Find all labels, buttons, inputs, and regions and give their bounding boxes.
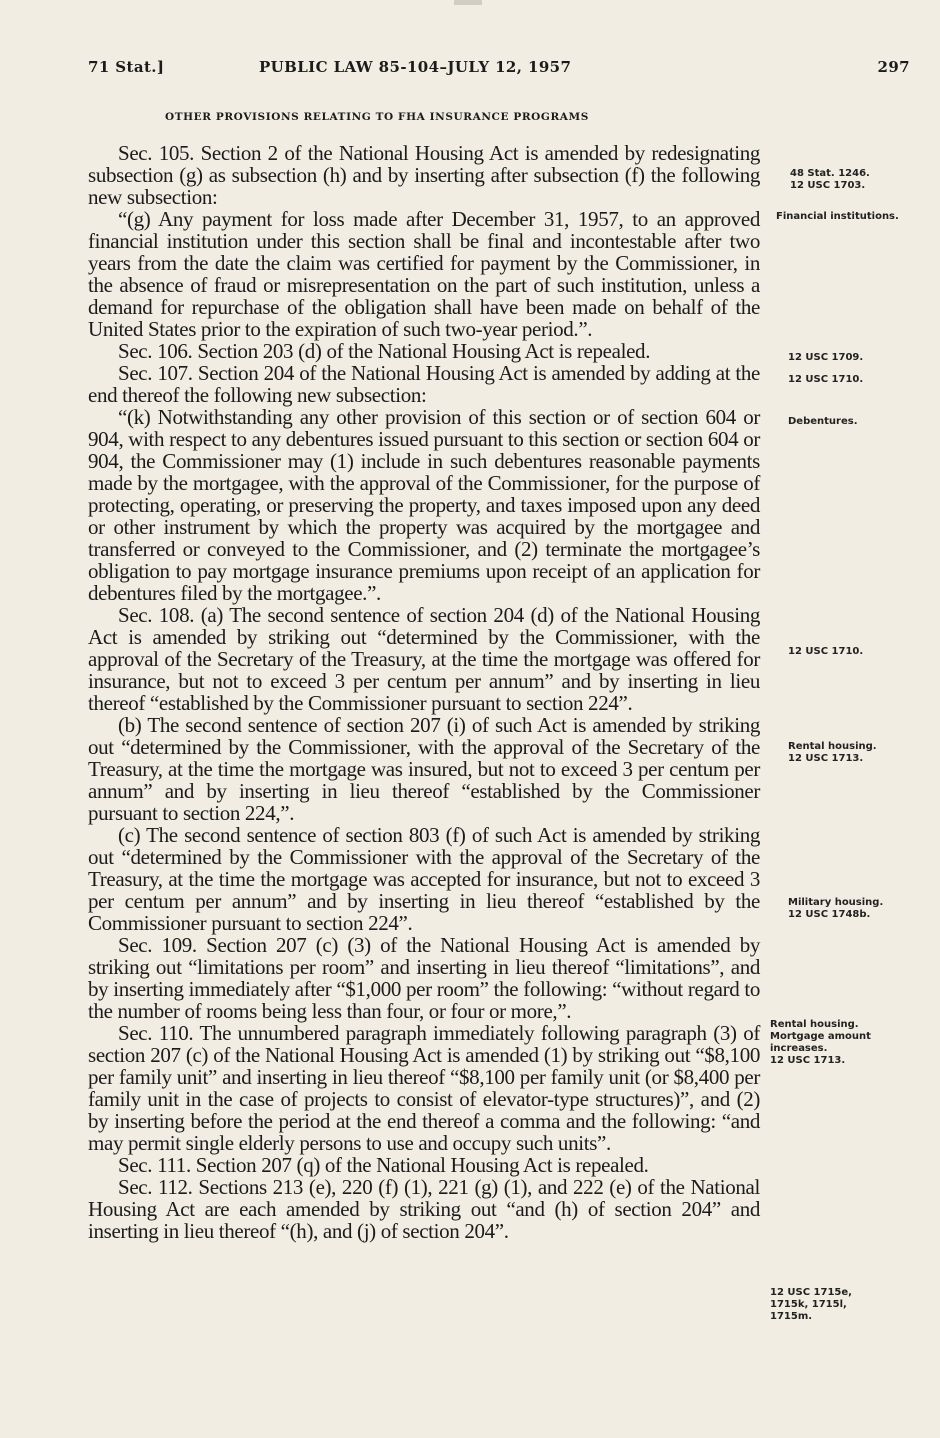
paragraph-subsection-k: “(k) Notwithstanding any other provision of this section or of section 604 or 904, with respect to any debentures issued pursuant to this section or section 604 or 904, the Commissioner may (1) include in such debentures reasonable payments made by the mortgagee, with the approval of the Commissioner, for the purpose of protecting, operating, or preserving the property, and taxes imposed upon any deed or other instrument by which the property was acquired by the mortgagee and transferred or conveyed to the Commissioner, and (2) terminate the mortgagee’s obligation to pay mortgage insurance premiums upon receipt of an application for debentures filed by the mortgagee.”.: [88, 405, 760, 605]
paragraph-sec-107: Sec. 107. Section 204 of the National Housing Act is amended by adding at the end thereof the following new subsection:: [88, 361, 760, 407]
paragraph-sec-112: Sec. 112. Sections 213 (e), 220 (f) (1), 221 (g) (1), and 222 (e) of the National Housing Act are each amended by striking out “and (h) of section 204” and inserting in lieu thereof “(h), and (j) of section 204”.: [88, 1175, 760, 1243]
margin-note-financial-institutions: Financial institutions.: [776, 211, 899, 222]
running-title: PUBLIC LAW 85-104–JULY 12, 1957: [259, 58, 572, 76]
statute-body: [88, 142, 760, 1242]
paragraph-sec-111: Sec. 111. Section 207 (q) of the National Housing Act is repealed.: [118, 1153, 649, 1177]
paragraph-sec-109: Sec. 109. Section 207 (c) (3) of the National Housing Act is amended by striking out “limitations per room” and inserting in lieu thereof “limitations”, and by inserting immediately after “$1,000 per room” the following: “without regard to the number of rooms being less than four, or four or more,”.: [88, 933, 760, 1023]
margin-note-debentures: Debentures.: [788, 416, 858, 427]
margin-note-rental-housing: Rental housing. 12 USC 1713.: [788, 741, 877, 764]
page-number: 297: [877, 58, 910, 76]
margin-note-mortgage-amount: Rental housing. Mortgage amount increases. 12 USC 1713.: [770, 1019, 871, 1066]
section-heading: OTHER PROVISIONS RELATING TO FHA INSURANCE PROGRAMS: [165, 111, 589, 123]
paragraph-sec-110: Sec. 110. The unnumbered paragraph immediately following paragraph (3) of section 207 (c) of the National Housing Act is amended (1) by striking out “$8,100 per family unit” and inserting in lieu thereof “$8,100 per family unit (or $8,400 per family unit in the case of projects to consist of elevator-type structures)”, and (2) by inserting before the period at the end thereof a comma and the following: “and may permit single elderly persons to use and occupy such units”.: [88, 1021, 760, 1155]
margin-note-12-usc-1715: 12 USC 1715e, 1715k, 1715l, 1715m.: [770, 1287, 852, 1322]
paragraph-sec-108b: (b) The second sentence of section 207 (i) of such Act is amended by striking out “determined by the Commissioner, with the approval of the Secretary of the Treasury, at the time the mortgage was insured, but not to exceed 3 per centum per annum” and by inserting in lieu thereof “established by the Commissioner pursuant to section 224,”.: [88, 713, 760, 825]
margin-note-12-usc-1710-b: 12 USC 1710.: [788, 646, 864, 657]
scan-artifact: [454, 0, 482, 5]
margin-note-12-usc-1709: 12 USC 1709.: [788, 352, 864, 363]
margin-note-48-stat: 48 Stat. 1246. 12 USC 1703.: [790, 168, 870, 191]
page-header: [88, 58, 910, 86]
paragraph-sec-108a: Sec. 108. (a) The second sentence of section 204 (d) of the National Housing Act is amended by striking out “determined by the Commissioner, with the approval of the Secretary of the Treasury, at the time the mortgage was offered for insurance, but not to exceed 3 per centum per annum” and by inserting in lieu thereof “established by the Commissioner pursuant to section 224”.: [88, 603, 760, 715]
margin-note-military-housing: Military housing. 12 USC 1748b.: [788, 897, 884, 920]
paragraph-sec-105: Sec. 105. Section 2 of the National Housing Act is amended by redesignating subsection (g) as subsection (h) and by inserting after subsection (f) the following new subsection:: [88, 141, 760, 209]
paragraph-subsection-g: “(g) Any payment for loss made after December 31, 1957, to an approved financial institution under this section shall be final and incontestable after two years from the date the claim was certified for payment by the Commissioner, in the absence of fraud or misrepresentation on the part of such institution, unless a demand for repurchase of the obligation shall have been made on behalf of the United States prior to the expiration of such two-year period.”.: [88, 207, 760, 341]
paragraph-sec-108c: (c) The second sentence of section 803 (f) of such Act is amended by striking out “determined by the Commissioner with the approval of the Secretary of the Treasury, at the time the mortgage was accepted for insurance, but not to exceed 3 per centum per annum” and by inserting in lieu thereof “established by the Commissioner pursuant to section 224”.: [88, 823, 760, 935]
statute-reference: 71 Stat.]: [88, 58, 165, 76]
margin-note-12-usc-1710: 12 USC 1710.: [788, 374, 864, 385]
paragraph-sec-106: Sec. 106. Section 203 (d) of the National Housing Act is repealed.: [118, 339, 651, 363]
